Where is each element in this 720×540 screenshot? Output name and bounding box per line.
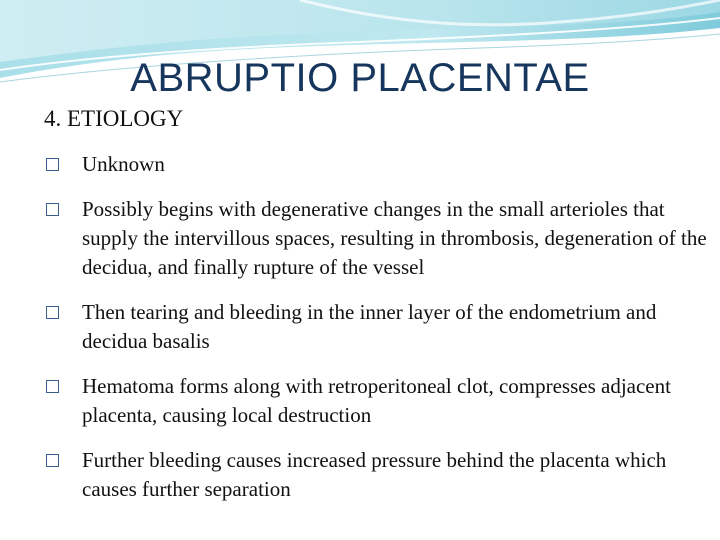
bullet-list (44, 150, 716, 520)
bullet-text: Possibly begins with degenerative changes in the small arterioles that supply the intervillous spaces, resulting in thrombosis, degeneration of the decidua, and finally rupture of the vessel (82, 197, 707, 279)
checkbox-square-icon (46, 158, 59, 171)
bullet-item (44, 150, 716, 179)
bullet-item (44, 372, 716, 430)
bullet-text: Further bleeding causes increased pressure behind the placenta which causes further separation (82, 448, 667, 501)
bullet-item (44, 446, 716, 504)
checkbox-square-icon (46, 306, 59, 319)
slide-subtitle: 4. ETIOLOGY (44, 106, 184, 131)
bullet-text: Then tearing and bleeding in the inner layer of the endometrium and decidua basalis (82, 300, 657, 353)
bullet-text: Hematoma forms along with retroperitoneal clot, compresses adjacent placenta, causing local destruction (82, 374, 671, 427)
checkbox-square-icon (46, 454, 59, 467)
bullet-item (44, 195, 716, 282)
checkbox-square-icon (46, 203, 59, 216)
bullet-item (44, 298, 716, 356)
checkbox-square-icon (46, 380, 59, 393)
slide-title: ABRUPTIO PLACENTAE (130, 56, 590, 100)
bullet-text: Unknown (82, 152, 165, 176)
